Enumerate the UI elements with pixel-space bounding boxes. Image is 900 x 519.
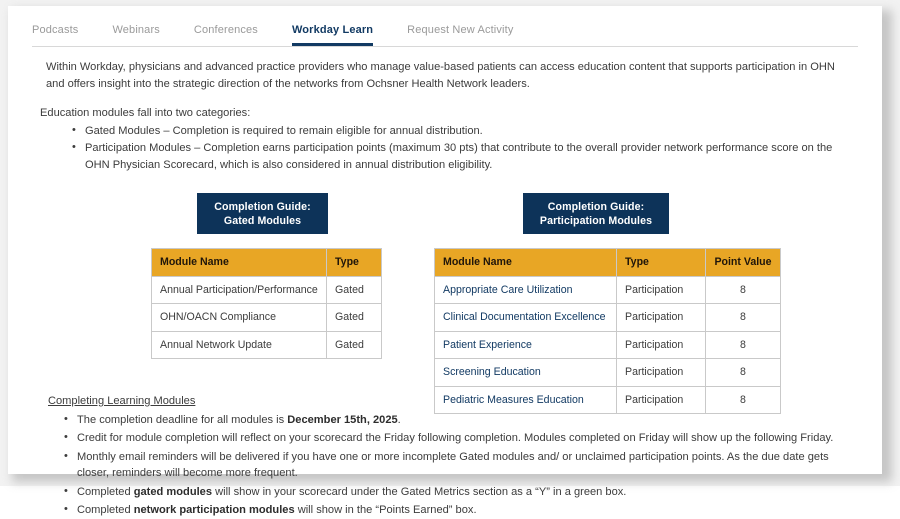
list-item-emphasis: gated modules bbox=[133, 485, 213, 498]
gated-header-line2: Gated Modules bbox=[223, 214, 302, 227]
cell-type: Participation bbox=[617, 304, 706, 332]
cell-points: 8 bbox=[706, 386, 781, 414]
module-name-link[interactable]: Clinical Documentation Excellence bbox=[435, 304, 617, 332]
completion-guide-participation-header bbox=[523, 193, 669, 234]
list-item-emphasis: network participation modules bbox=[133, 504, 295, 516]
table-row bbox=[435, 386, 781, 414]
list-item bbox=[64, 412, 856, 429]
cell-name: OHN/OACN Compliance bbox=[152, 304, 327, 332]
cell-type: Participation bbox=[617, 276, 706, 304]
table-header-row bbox=[152, 249, 382, 277]
list-item: • Participation Modules – Completion earns participation points (maximum 30 pts) that contribute to the overall provider network performance score on the OHN Physician Scorecard, which is also considered in annual distribution eligibility. bbox=[72, 140, 856, 173]
list-item-text-tail: will show in the “Points Earned” box. bbox=[294, 504, 477, 516]
column-header: Type bbox=[327, 249, 382, 277]
column-header: Type bbox=[617, 249, 706, 277]
cell-name: Annual Participation/Performance bbox=[152, 276, 327, 304]
gated-modules-table bbox=[151, 248, 382, 359]
categories-bullet-list bbox=[34, 123, 856, 174]
completing-bullet-list bbox=[34, 412, 856, 519]
content-panel bbox=[8, 6, 882, 516]
tab-webinars[interactable]: Webinars bbox=[112, 24, 160, 36]
cell-points: 8 bbox=[706, 331, 781, 359]
list-item-text: Credit for module completion will reflect on your scorecard the Friday following completion. Modules completed on Friday will show up the following Friday. bbox=[77, 432, 834, 444]
cell-type: Participation bbox=[617, 359, 706, 387]
cell-type: Gated bbox=[327, 331, 382, 359]
list-item bbox=[64, 502, 856, 519]
main-content bbox=[8, 59, 882, 519]
list-item bbox=[64, 430, 856, 447]
table-row bbox=[435, 276, 781, 304]
completion-guide-gated-header bbox=[197, 193, 328, 234]
module-name-link[interactable]: Patient Experience bbox=[435, 331, 617, 359]
tab-podcasts[interactable]: Podcasts bbox=[32, 24, 79, 36]
categories-lead: Education modules fall into two categories: bbox=[40, 107, 251, 119]
tab-bar-divider bbox=[32, 46, 858, 47]
cell-type: Participation bbox=[617, 331, 706, 359]
module-name-link[interactable]: Appropriate Care Utilization bbox=[435, 276, 617, 304]
cell-type: Gated bbox=[327, 276, 382, 304]
list-item-text: Completed bbox=[77, 504, 134, 516]
gated-header-line1: Completion Guide: bbox=[214, 200, 311, 213]
tab-workday-learn[interactable]: Workday Learn bbox=[292, 24, 373, 46]
list-item-text: Completed bbox=[77, 485, 134, 498]
list-item: • Gated Modules – Completion is required to remain eligible for annual distribution. bbox=[72, 123, 856, 140]
tab-request-new-activity[interactable]: Request New Activity bbox=[407, 24, 514, 36]
table-row bbox=[435, 359, 781, 387]
list-item-emphasis: December 15th, 2025 bbox=[287, 413, 398, 426]
intro-paragraph: Within Workday, physicians and advanced practice providers who manage value-based patients can access education content that supports participation in OHN and offers insight into the strategic direction of the networks from Ochsner Health Network leaders. bbox=[46, 61, 835, 90]
table-header-row bbox=[435, 249, 781, 277]
cell-points: 8 bbox=[706, 304, 781, 332]
completing-learning-modules-section bbox=[34, 393, 856, 519]
table-row bbox=[152, 304, 382, 332]
completion-guide-headers bbox=[34, 193, 856, 237]
tab-conferences[interactable]: Conferences bbox=[193, 24, 258, 36]
column-header: Module Name bbox=[435, 249, 617, 277]
list-item bbox=[64, 449, 856, 482]
table-row bbox=[152, 331, 382, 359]
list-item-text: Monthly email reminders will be delivered if you have one or more incomplete Gated modules and/ or unclaimed participation points. As the due date gets closer, reminders will become more frequent. bbox=[77, 450, 829, 479]
cell-type: Participation bbox=[617, 386, 706, 414]
list-item-text-tail: will show in your scorecard under the Gated Metrics section as a “Y” in a green box. bbox=[212, 485, 627, 498]
module-name-link[interactable]: Screening Education bbox=[435, 359, 617, 387]
cell-name: Annual Network Update bbox=[152, 331, 327, 359]
cell-points: 8 bbox=[706, 276, 781, 304]
cell-type: Gated bbox=[327, 304, 382, 332]
cell-points: 8 bbox=[706, 359, 781, 387]
completing-learning-modules-heading: Completing Learning Modules bbox=[48, 395, 196, 407]
list-item-text-tail: . bbox=[397, 413, 401, 426]
column-header: Module Name bbox=[152, 249, 327, 277]
table-row bbox=[435, 304, 781, 332]
list-item bbox=[64, 484, 856, 501]
table-row bbox=[152, 276, 382, 304]
participation-header-line2: Participation Modules bbox=[539, 214, 653, 227]
column-header: Point Value bbox=[706, 249, 781, 277]
participation-modules-table bbox=[434, 248, 781, 414]
participation-header-line1: Completion Guide: bbox=[547, 200, 645, 213]
list-item-text: The completion deadline for all modules is bbox=[77, 413, 288, 426]
table-row bbox=[435, 331, 781, 359]
tab-bar bbox=[32, 18, 858, 46]
module-name-link[interactable]: Pediatric Measures Education bbox=[435, 386, 617, 414]
